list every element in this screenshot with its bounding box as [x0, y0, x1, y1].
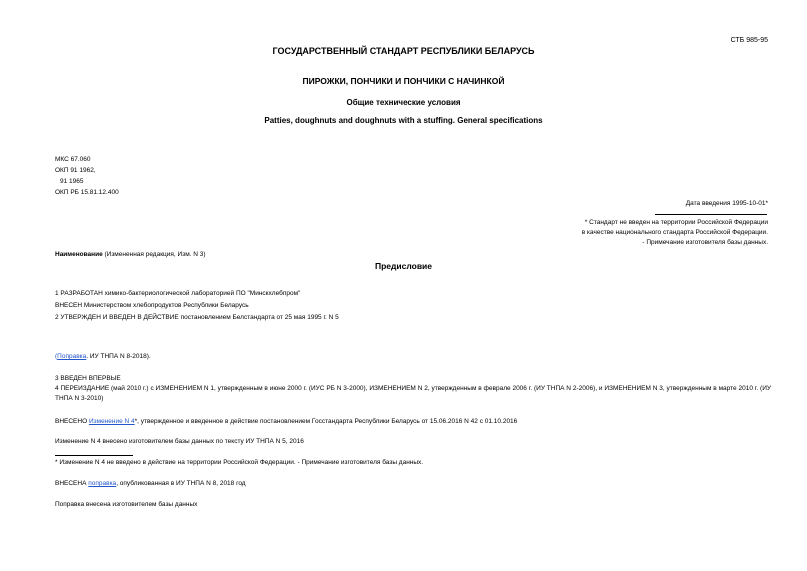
okp-rb-code: ОКП РБ 15.81.12.400 — [55, 189, 119, 196]
paragraph-approved: 2 УТВЕРЖДЕН И ВВЕДЕН В ДЕЙСТВИЕ постановлением Белстандарта от 25 мая 1995 г. N 5 — [55, 314, 339, 321]
name-amendment: (Измененная редакция, Изм. N 3) — [102, 251, 206, 258]
paragraph-first-introduced: 3 ВВЕДЕН ВПЕРВЫЕ — [55, 375, 121, 382]
amendment-4-link[interactable]: Изменение N 4 — [88, 418, 135, 425]
okp-code-2: 91 1965 — [60, 178, 84, 185]
document-subtitle: Общие технические условия — [346, 98, 461, 107]
paragraph-correction-note: Поправка внесена изготовителем базы данных — [55, 501, 198, 508]
footnote-top-line-1: * Стандарт не введен на территории Российской Федерации — [584, 219, 768, 226]
okp-code-1: ОКП 91 1962, — [55, 167, 96, 174]
paragraph-amendment-4: ВНЕСЕНО Изменение N 4*, утвержденное и введенное в действие постановлением Госстандарта Республики Беларусь от 15.06.2016 N 42 с 01.10.2016 — [55, 418, 518, 425]
name-line — [55, 250, 206, 260]
intro-date: Дата введения 1995-10-01* — [685, 200, 768, 207]
footnote-top — [582, 218, 768, 248]
product-title: ПИРОЖКИ, ПОНЧИКИ И ПОНЧИКИ С НАЧИНКОЙ — [302, 76, 505, 86]
english-title: Patties, doughnuts and doughnuts with a stuffing. General specifications — [264, 116, 543, 125]
paragraph-submitted: ВНЕСЕН Министерством хлебопродуктов Республики Беларусь — [55, 302, 249, 309]
standard-title: ГОСУДАРСТВЕННЫЙ СТАНДАРТ РЕСПУБЛИКИ БЕЛАРУСЬ — [272, 46, 535, 56]
footnote-divider-top — [655, 214, 767, 215]
foreword-title: Предисловие — [374, 261, 433, 271]
footnote-top-line-2: в качестве национального стандарта Российской Федерации. — [581, 229, 768, 236]
correction-published-link[interactable]: поправка — [88, 480, 117, 487]
footnote-top-line-3: - Примечание изготовителя базы данных. — [642, 239, 768, 246]
paragraph-amendment-4-note: Изменение N 4 внесено изготовителем базы данных по тексту ИУ ТНПА N 5, 2016 — [55, 438, 304, 445]
paragraph-developed: 1 РАЗРАБОТАН химико-бактериологической лабораторией ПО "Минскхлебпром" — [55, 290, 301, 297]
document-code: СТБ 985-95 — [730, 37, 768, 44]
name-label: Наименование — [55, 251, 103, 258]
paragraph-correction-published: ВНЕСЕНА поправка, опубликованная в ИУ ТНПА N 8, 2018 год — [55, 480, 246, 487]
footnote-bottom: * Изменение N 4 не введено в действие на территории Российской Федерации. - Примечание изготовителя базы данных. — [55, 459, 424, 466]
footnote-divider-bottom — [55, 455, 133, 456]
paragraph-correction-ref: (Поправка. ИУ ТНПА N 8-2018). — [55, 353, 151, 360]
paragraph-reissue: 4 ПЕРЕИЗДАНИЕ (май 2010 г.) с ИЗМЕНЕНИЕМ N 1, утвержденным в июне 2000 г. (ИУС РБ N 3-2000), ИЗМЕНЕНИЕМ N 2, утвержденным в феврале 2006 г. (ИУ ТНПА N 2-2006), и ИЗМЕНЕНИЕМ N 3, утвержденным в марте 2010 г. (ИУ ТНПА N 3-2010) — [55, 385, 771, 402]
mks-code: МКС 67.060 — [55, 156, 91, 163]
correction-link[interactable]: Поправка — [57, 353, 87, 360]
